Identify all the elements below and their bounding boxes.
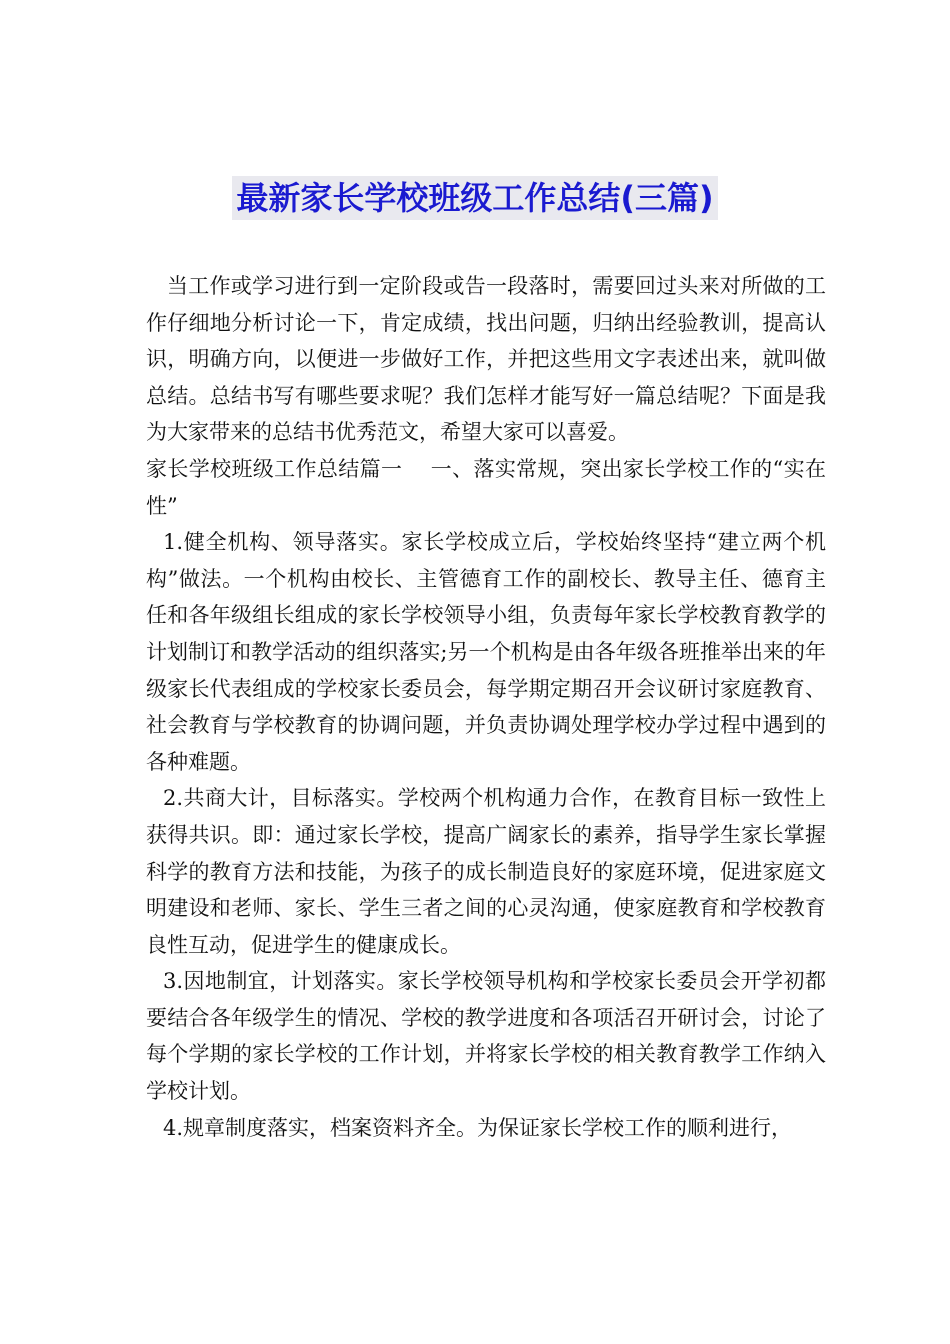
title-container bbox=[0, 176, 950, 220]
section-heading: 家长学校班级工作总结篇一 一、落实常规，突出家长学校工作的“实在性” bbox=[146, 456, 826, 518]
paragraph-item-3: 3.因地制宜，计划落实。家长学校领导机构和学校家长委员会开学初都要结合各年级学生的情况、学校的教学进度和各项活召开研讨会，讨论了每个学期的家长学校的工作计划，并将家长学校的相关教育教学工作纳入学校计划。 bbox=[146, 969, 826, 1104]
paragraph-item-2: 2.共商大计，目标落实。学校两个机构通力合作，在教育目标一致性上获得共识。即：通过家长学校，提高广阔家长的素养，指导学生家长掌握科学的教育方法和技能，为孩子的成长制造良好的家庭环境，促进家庭文明建设和老师、家长、学生三者之间的心灵沟通，使家庭教育和学校教育良性互动，促进学生的健康成长。 bbox=[146, 786, 826, 957]
intro-paragraph: 当工作或学习进行到一定阶段或告一段落时，需要回过头来对所做的工作仔细地分析讨论一下，肯定成绩，找出问题，归纳出经验教训，提高认识，明确方向，以便进一步做好工作，并把这些用文字表述出来，就叫做总结。总结书写有哪些要求呢？我们怎样才能写好一篇总结呢？下面是我为大家带来的总结书优秀范文，希望大家可以喜爱。 bbox=[146, 274, 826, 445]
paragraph-item-1: 1.健全机构、领导落实。家长学校成立后，学校始终坚持“建立两个机构”做法。一个机构由校长、主管德育工作的副校长、教导主任、德育主任和各年级组长组成的家长学校领导小组，负责每年家长学校教育教学的计划制订和教学活动的组织落实;另一个机构是由各年级各班推举出来的年级家长代表组成的学校家长委员会，每学期定期召开会议研讨家庭教育、社会教育与学校教育的协调问题，并负责协调处理学校办学过程中遇到的各种难题。 bbox=[146, 530, 826, 774]
paragraph-item-4: 4.规章制度落实，档案资料齐全。为保证家长学校工作的顺利进行， bbox=[163, 1115, 793, 1140]
document-body bbox=[146, 268, 826, 1146]
document-title: 最新家长学校班级工作总结(三篇) bbox=[232, 176, 717, 220]
